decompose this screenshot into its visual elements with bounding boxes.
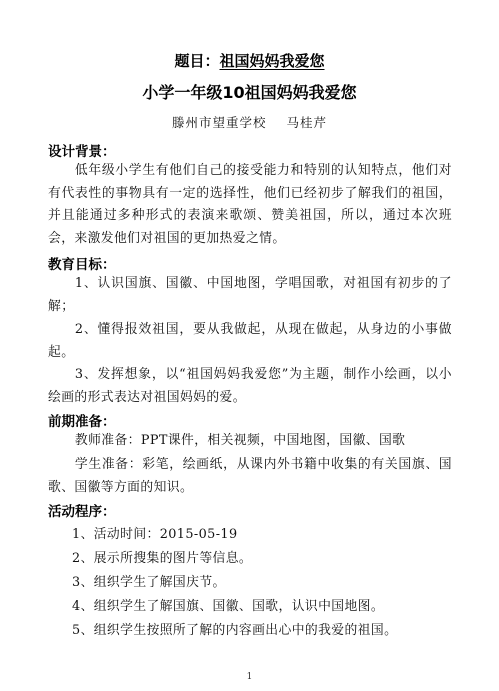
page-number: 1 (246, 672, 253, 682)
procedure-item-1: 1、活动时间：2015-05-19 (72, 527, 238, 542)
author-name: 马桂芹 (286, 115, 328, 130)
heading-goals: 教育目标： (48, 257, 116, 273)
heading-preparation: 前期准备： (48, 414, 116, 430)
goal-item-2: 2、懂得报效祖国，要从我做起，从现在做起，从身边的小事做起。 (48, 322, 452, 360)
paragraph-background: 低年级小学生有他们自己的接受能力和特别的认知特点，他们对有代表性的事物具有一定的选择性，他们已经初步了解我们的祖国，并且能通过多种形式的表演来歌颂、赞美祖国，所以，通过本次班会，来激发他们对祖国的更加热爱之情。 (48, 163, 452, 246)
heading-procedure: 活动程序： (48, 504, 116, 520)
goal-item-3: 3、发挥想象，以“祖国妈妈我爱您”为主题，制作小绘画，以小绘画的形式表达对祖国妈妈的爱。 (48, 367, 452, 405)
procedure-item-5: 5、组织学生按照所了解的内容画出心中的我爱的祖国。 (72, 623, 398, 638)
author-school: 滕州市望重学校 (171, 115, 267, 130)
document-subtitle: 小学一年级10祖国妈妈我爱您 (142, 83, 357, 102)
procedure-item-4: 4、组织学生了解国旗、国徽、国歌，认识中国地图。 (72, 599, 385, 614)
preparation-student: 学生准备：彩笔，绘画纸，从课内外书籍中收集的有关国旗、国歌、国徽等方面的知识。 (48, 457, 452, 495)
preparation-teacher: 教师准备：PPT课件，相关视频，中国地图，国徽、国歌 (74, 433, 406, 448)
title-prefix: 题目： (174, 52, 220, 70)
heading-background: 设计背景： (48, 144, 116, 160)
author-line (0, 113, 499, 131)
procedure-item-3: 3、组织学生了解国庆节。 (72, 575, 226, 590)
goal-item-1: 1、认识国旗、国徽、中国地图，学唱国歌，对祖国有初步的了解； (48, 276, 452, 314)
document-title (0, 50, 499, 71)
procedure-item-2: 2、展示所搜集的图片等信息。 (72, 551, 253, 566)
title-text: 祖国妈妈我爱您 (219, 52, 325, 70)
